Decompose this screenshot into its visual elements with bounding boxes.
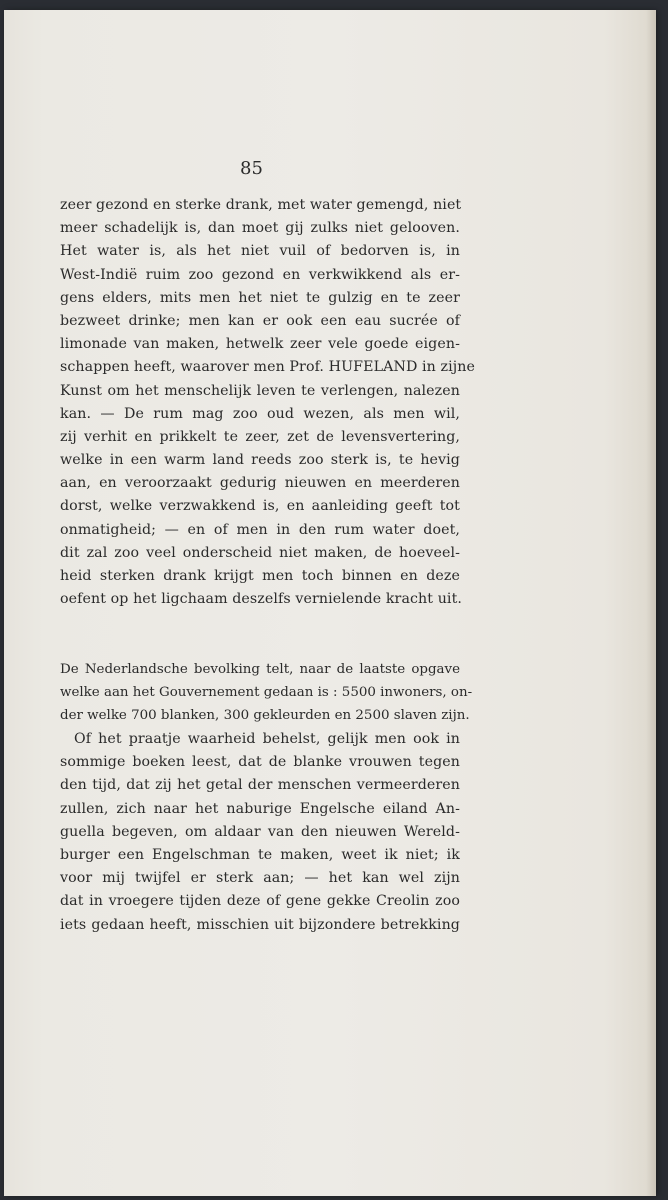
text-line: welke in een warm land reeds zoo sterk is, te hevig <box>60 452 460 469</box>
text-line: bezweet drinke; men kan er ook een eau sucrée of <box>60 312 460 329</box>
text-line: voor mij twijfel er sterk aan; — het kan wel zijn <box>60 870 460 887</box>
text-line: sommige boeken leest, dat de blanke vrouwen tegen <box>60 754 460 771</box>
text-line: aan, en veroorzaakt gedurig nieuwen en meerderen <box>60 475 460 492</box>
text-line: zij verhit en prikkelt te zeer, zet de levensvertering, <box>60 428 460 445</box>
text-line: oefent op het ligchaam deszelfs vernielende kracht uit. <box>60 591 462 608</box>
text-line: iets gedaan heeft, misschien uit bijzondere betrekking <box>60 916 460 933</box>
text-line: De Nederlandsche bevolking telt, naar de laatste opgave <box>60 662 460 677</box>
text-line: welke aan het Gouvernement gedaan is : 5500 inwoners, on- <box>60 685 473 701</box>
text-line: dat in vroegere tijden deze of gene gekke Creolin zoo <box>60 893 460 910</box>
paragraph-1 <box>60 194 475 611</box>
text-line: zullen, zich naar het naburige Engelsche eiland An- <box>60 800 460 817</box>
text-line: zeer gezond en sterke drank, met water gemengd, niet <box>60 197 462 213</box>
text-line: gens elders, mits men het niet te gulzig en te zeer <box>60 289 460 306</box>
text-line: Kunst om het menschelijk leven te verlengen, nalezen <box>60 382 460 399</box>
text-line: heid sterken drank krijgt men toch binnen en deze <box>60 568 460 584</box>
book-page <box>4 10 656 1196</box>
text-line: guella begeven, om aldaar van den nieuwen Wereld- <box>60 823 460 840</box>
paragraph-2 <box>60 658 473 728</box>
text-line: schappen heeft, waarover men Prof. HUFELAND in zijne <box>60 359 475 376</box>
page-number: 85 <box>240 158 263 179</box>
page-edge-shadow <box>646 10 656 1196</box>
text-line: Of het praatje waarheid behelst, gelijk men ook in <box>74 731 460 747</box>
paragraph-3 <box>60 728 460 937</box>
text-line: den tijd, dat zij het getal der menschen vermeerderen <box>60 777 460 794</box>
text-line: Het water is, als het niet vuil of bedorven is, in <box>60 243 460 260</box>
text-line: der welke 700 blanken, 300 gekleurden en 2500 slaven zijn. <box>60 708 470 724</box>
text-line: burger een Engelschman te maken, weet ik niet; ik <box>60 846 460 863</box>
text-line: meer schadelijk is, dan moet gij zulks niet gelooven. <box>60 220 460 237</box>
text-line: West-Indië ruim zoo gezond en verkwikkend als er- <box>60 266 460 283</box>
text-line: dit zal zoo veel onderscheid niet maken, de hoeveel- <box>60 544 460 561</box>
text-line: limonade van maken, hetwelk zeer vele goede eigen- <box>60 336 460 353</box>
text-line: dorst, welke verzwakkend is, en aanleiding geeft tot <box>60 498 460 515</box>
text-line: kan. — De rum mag zoo oud wezen, als men wil, <box>60 405 460 422</box>
text-line: onmatigheid; — en of men in den rum water doet, <box>60 521 460 538</box>
